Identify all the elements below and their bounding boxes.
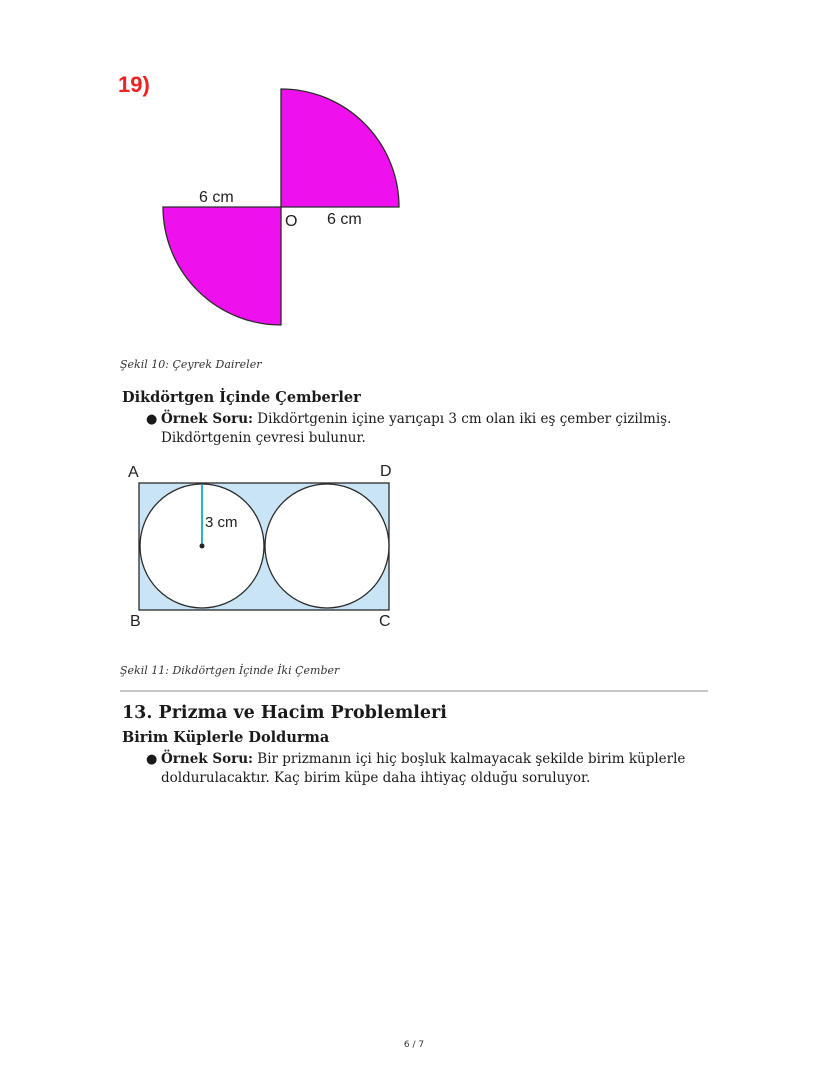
horizontal-divider — [120, 690, 708, 692]
center-label: O — [285, 213, 298, 230]
problem-number: 19) — [118, 72, 150, 97]
bullet-text: Dikdörtgenin içine yarıçapı 3 cm olan iki eş çember çizilmiş. — [257, 411, 672, 427]
figure-19 — [114, 68, 414, 333]
radius-label: 3 cm — [205, 514, 238, 531]
list-item — [146, 410, 721, 448]
page-number: 6 / 7 — [403, 1040, 425, 1050]
bullet-dot: ● — [146, 752, 158, 767]
radius-label-right: 6 cm — [327, 211, 362, 228]
list-item — [146, 750, 721, 788]
bullet-text: Bir prizmanın içi hiç boşluk kalmayacak şekilde birim küplerle — [257, 751, 686, 767]
corner-label-c: C — [379, 613, 391, 630]
quarter-circle-lower-left — [163, 207, 281, 325]
figure-caption-10: Şekil 10: Çeyrek Daireler — [120, 358, 262, 371]
figure-11 — [122, 458, 404, 634]
bullet-text-cont: doldurulacaktır. Kaç birim küpe daha ihtiyaç olduğu soruluyor. — [161, 770, 591, 786]
circle-right — [265, 484, 389, 608]
corner-label-a: A — [128, 464, 139, 481]
circle-center-point — [200, 544, 205, 549]
bullet-dot: ● — [146, 412, 158, 427]
figure-caption-11: Şekil 11: Dikdörtgen İçinde İki Çember — [120, 664, 340, 677]
corner-label-d: D — [380, 463, 392, 480]
quarter-circle-upper-right — [281, 89, 399, 207]
section-heading-circles: Dikdörtgen İçinde Çemberler — [122, 389, 361, 406]
corner-label-b: B — [130, 613, 141, 630]
section-title-13: 13. Prizma ve Hacim Problemleri — [122, 703, 447, 723]
bullet-label: Örnek Soru: — [161, 751, 253, 767]
quarter-circles-diagram — [114, 68, 414, 333]
sub-heading-unit-cubes: Birim Küplerle Doldurma — [122, 729, 330, 746]
bullet-text-cont: Dikdörtgenin çevresi bulunur. — [161, 430, 366, 446]
radius-label-left: 6 cm — [199, 189, 234, 206]
rectangle-circles-diagram — [122, 458, 404, 634]
bullet-label: Örnek Soru: — [161, 411, 253, 427]
